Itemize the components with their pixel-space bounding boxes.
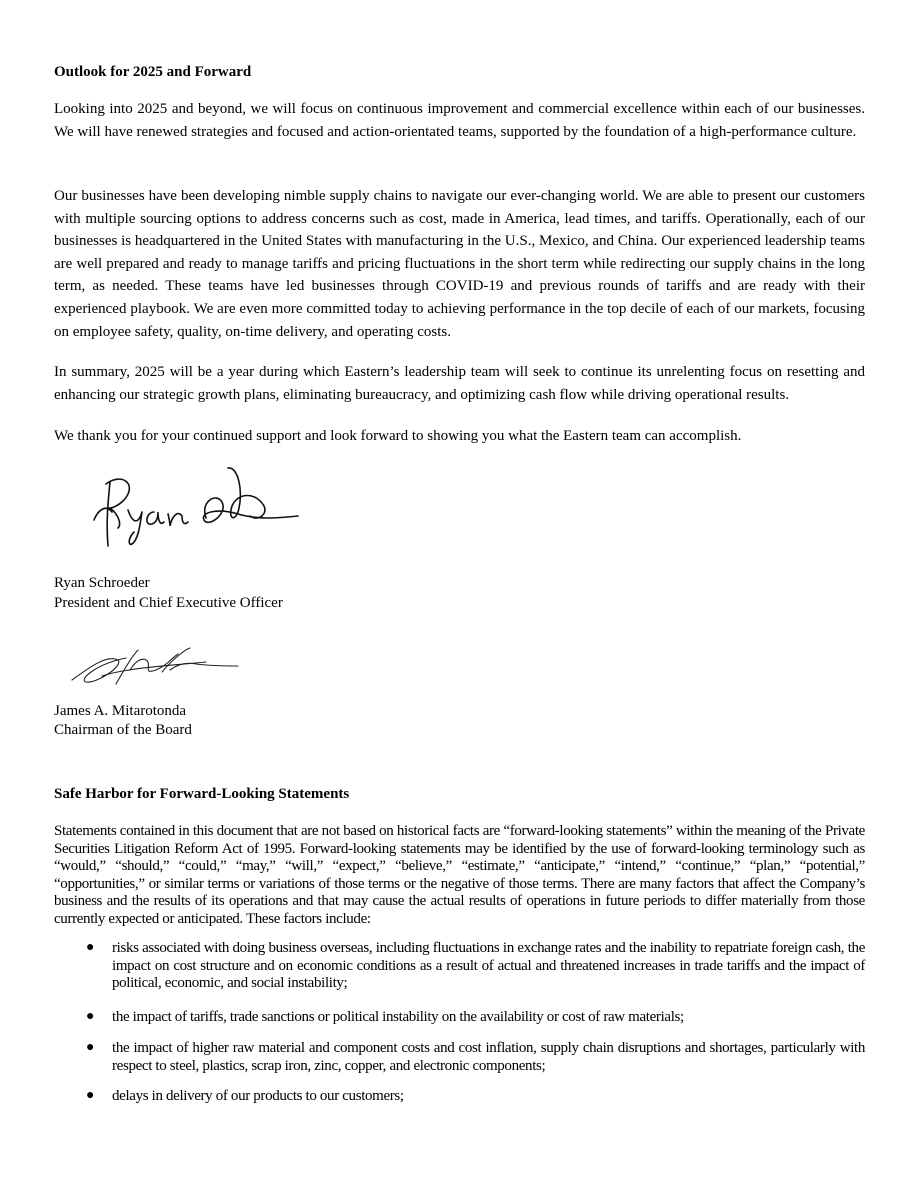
ceo-signature [88,462,308,552]
outlook-heading: Outlook for 2025 and Forward [54,64,252,80]
safe-harbor-paragraph: Statements contained in this document that are not based on historical facts are “forward-looking statements” within the meaning of the Private Securities Litigation Reform Act of 1995. Forward-looking statements may be identified by the use of forward-looking terminology such as “would,” “should,” “could,” “may,” “will,” “expect,” “believe,” “estimate,” “anticipate,” “intend,” “continue,” “plan,” “potential,” “opportunities,” or similar terms or variations of those terms or the negative of those terms. There are many factors that affect the Company’s business and the results of its operations and that may cause the actual results of operations in future periods to differ materially from those currently expected or anticipated. These factors include: [54,823,865,927]
risk-factor-item: the impact of higher raw material and component costs and cost inflation, supply chain disruptions and shortages, particularly with respect to steel, plastics, scrap iron, zinc, copper, and electronic components; [112,1040,865,1074]
risk-factor-item: delays in delivery of our products to our customers; [112,1088,404,1104]
outlook-paragraph-4: We thank you for your continued support and look forward to showing you what the Eastern team can accomplish. [54,428,742,444]
bullet-icon: ● [86,1088,95,1103]
bullet-icon: ● [86,940,95,955]
risk-factor-item: the impact of tariffs, trade sanctions or political instability on the availability or cost of raw materials; [112,1009,684,1025]
risk-factor-item: risks associated with doing business overseas, including fluctuations in exchange rates and the inability to repatriate foreign cash, the impact on cost structure and on economic conditions as a result of actual and threatened increases in trade tariffs and the impact of political, economic, and social instability; [112,940,865,991]
outlook-paragraph-3: In summary, 2025 will be a year during which Eastern’s leadership team will seek to continue its unrelenting focus on resetting and enhancing our strategic growth plans, eliminating bureaucracy, and optimizing cash flow while driving operational results. [54,364,865,403]
chairman-name: James A. Mitarotonda [54,703,187,719]
bullet-icon: ● [86,1009,95,1024]
ceo-title: President and Chief Executive Officer [54,595,283,611]
chairman-title: Chairman of the Board [54,722,192,738]
chairman-signature [66,640,246,695]
bullet-icon: ● [86,1040,95,1055]
safe-harbor-heading: Safe Harbor for Forward-Looking Statements [54,786,350,802]
ceo-name: Ryan Schroeder [54,575,150,591]
outlook-paragraph-1: Looking into 2025 and beyond, we will focus on continuous improvement and commercial excellence within each of our businesses. We will have renewed strategies and focused and action-orientated teams, supported by the foundation of a high-performance culture. [54,101,865,140]
outlook-paragraph-2: Our businesses have been developing nimble supply chains to navigate our ever-changing world. We are able to present our customers with multiple sourcing options to address concerns such as cost, made in America, lead times, and tariffs. Operationally, each of our businesses is headquartered in the United States with manufacturing in the U.S., Mexico, and China. Our experienced leadership teams are well prepared and ready to manage tariffs and pricing fluctuations in the short term while redirecting our supply chains in the long term, as needed. These teams have led businesses through COVID-19 and previous rounds of tariffs and are ready with their experienced playbook. We are even more committed today to achieving performance in the top decile of each of our markets, focusing on employee safety, quality, on-time delivery, and operating costs. [54,188,865,340]
